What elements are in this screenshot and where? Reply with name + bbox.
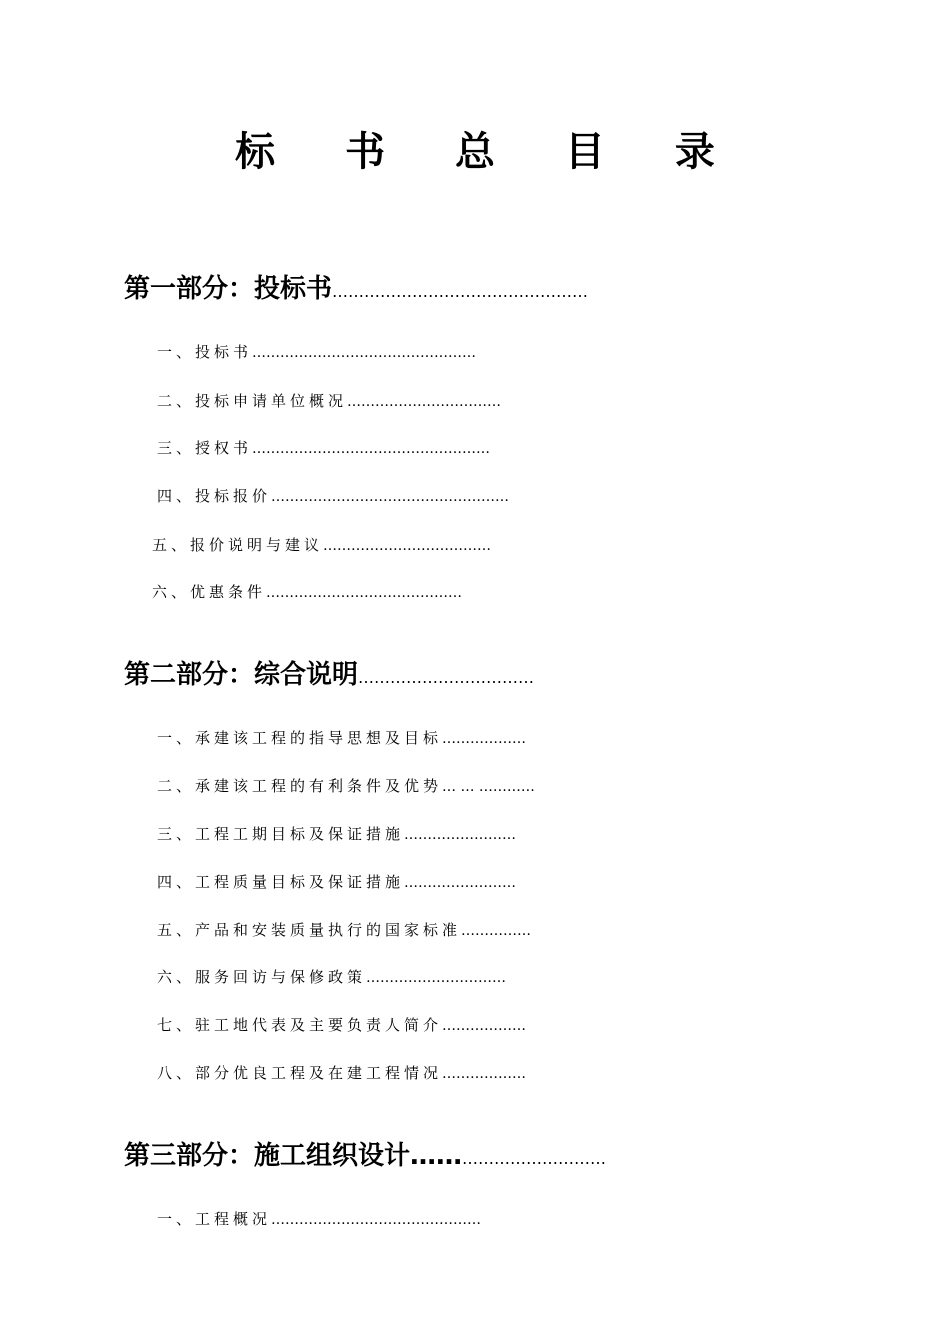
toc-entry-label: 七、驻工地代表及主要负责人简介 (157, 1016, 443, 1034)
toc-entry-label: 三、工程工期目标及保证措施 (157, 825, 405, 843)
toc-entry-leader: …………………………………………… (271, 489, 510, 505)
toc-entry-leader: ……………… (442, 731, 527, 747)
toc-entry (157, 485, 509, 508)
section-heading-3-leader: ……………………… (462, 1149, 607, 1168)
toc-entry-label: 八、部分优良工程及在建工程情况 (157, 1064, 443, 1082)
toc-entry-leader: …………………………………… (266, 585, 463, 601)
section-heading-1-label: 第一部分：投标书 (124, 274, 333, 304)
toc-entry-leader: …………………… (404, 875, 517, 891)
toc-entry-leader: ……………………………… (323, 538, 492, 554)
toc-entry (157, 390, 501, 413)
toc-entry-leader: …………………………………………… (252, 441, 491, 457)
toc-entry-leader: …………… (461, 923, 532, 939)
section-heading-3 (124, 1139, 606, 1176)
toc-entry (152, 534, 491, 557)
section-heading-2-leader: …………………………… (358, 668, 535, 687)
toc-entry (157, 871, 516, 894)
toc-entry-leader: ………………………… (366, 970, 507, 986)
toc-entry-leader: …………………… (404, 827, 517, 843)
toc-entry-leader: ……………… (442, 1066, 527, 1082)
toc-entry-label: 四、投标报价 (157, 487, 272, 505)
toc-entry-leader: ……………………………………… (271, 1212, 482, 1228)
toc-entry-label: 二、投标申请单位概况 (157, 392, 348, 410)
toc-entry (157, 966, 506, 989)
section-heading-2 (124, 658, 534, 695)
section-heading-1-leader: ………………………………………… (332, 282, 589, 301)
toc-entry-label: 四、工程质量目标及保证措施 (157, 873, 405, 891)
toc-entry-label: 六、服务回访与保修政策 (157, 968, 367, 986)
toc-entry (152, 581, 462, 604)
section-heading-2-label: 第二部分：综合说明 (124, 660, 359, 690)
toc-entry-leader: ……………… (442, 1018, 527, 1034)
toc-entry-label: 六、优惠条件 (152, 583, 267, 601)
toc-entry-leader: …………………………… (347, 394, 502, 410)
toc-entry (157, 437, 490, 460)
toc-entry-label: 三、授权书 (157, 439, 253, 457)
toc-entry (157, 1062, 526, 1085)
toc-entry (157, 823, 516, 846)
toc-entry (157, 775, 535, 798)
toc-entry (157, 919, 531, 942)
document-title: 标 书 总 目 录 (235, 129, 743, 175)
toc-entry-label: 一、工程概况 (157, 1210, 272, 1228)
section-heading-3-label: 第三部分：施工组织设计…… (124, 1141, 463, 1171)
toc-entry-label: 五、产品和安装质量执行的国家标准 (157, 921, 462, 939)
section-heading-1 (124, 272, 588, 309)
toc-entry-leader: … … ………… (442, 779, 535, 795)
toc-entry (157, 1014, 526, 1037)
toc-entry (157, 341, 476, 364)
toc-entry-label: 二、承建该工程的有利条件及优势 (157, 777, 443, 795)
toc-entry (157, 1208, 481, 1231)
toc-entry-label: 一、承建该工程的指导思想及目标 (157, 729, 443, 747)
toc-entry-label: 一、投标书 (157, 343, 253, 361)
toc-entry-label: 五、报价说明与建议 (152, 536, 324, 554)
toc-entry-leader: ………………………………………… (252, 345, 477, 361)
toc-entry (157, 727, 526, 750)
